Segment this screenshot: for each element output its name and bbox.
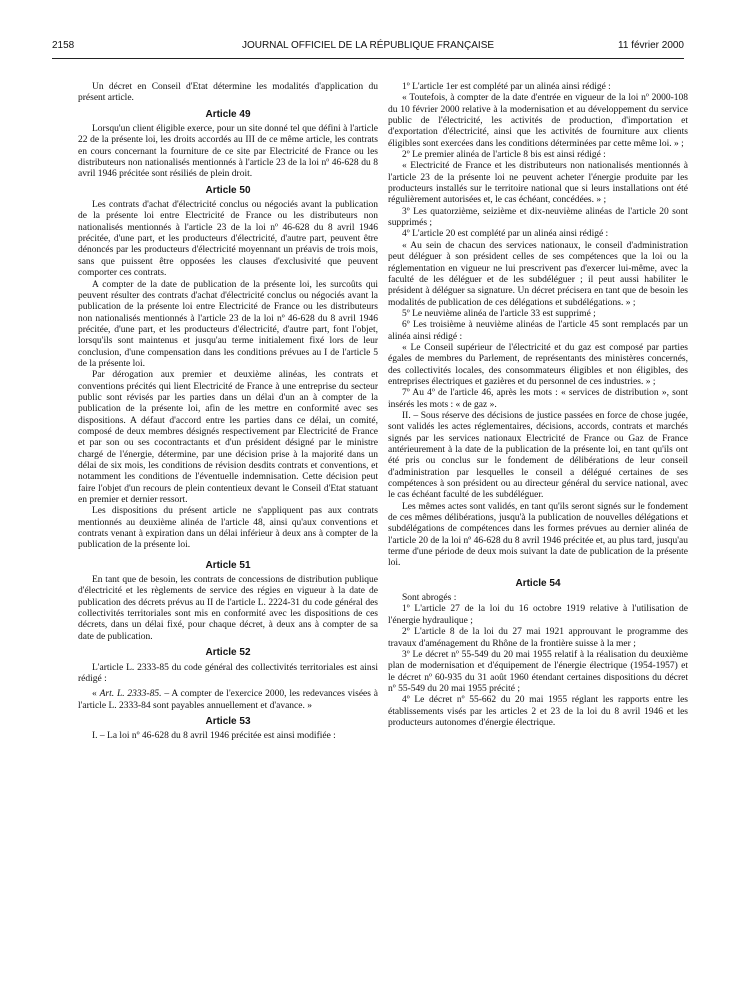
article-49-heading: Article 49 — [205, 108, 251, 120]
right-paragraph-3: 2º Le premier alinéa de l'article 8 bis est ainsi rédigé : — [402, 150, 606, 161]
article-54-item-4: 4º Le décret nº 55-662 du 20 mai 1955 réglant les rapports entre les établissements visés par les articles 2 et 23 de la loi du 8 avril 1946 et les producteurs autonomes d'énergie électrique. — [388, 695, 688, 728]
right-paragraph-11: 7º Au 4º de l'article 46, après les mots : « services de distribution », sont insérés les mots : « de gaz ». — [388, 388, 688, 410]
publication-date: 11 février 2000 — [618, 40, 684, 51]
article-52-paragraph-1: L'article L. 2333-85 du code général des collectivités territoriales est ainsi rédigé : — [78, 662, 378, 684]
right-paragraph-13: Les mêmes actes sont validés, en tant qu'ils seront signés sur le fondement de ces mêmes délibérations, jusqu'à la publication de nouvelles délégations et subdélégations de compétences dans les formes prévues au dernier alinéa de l'article 20 de la loi nº 46-628 du 8 avril 1946 précitée et, au plus tard, jusqu'au terme d'une période de deux mois suivant la date de publication de la présente loi. — [388, 501, 688, 569]
article-50-paragraph-4: Les dispositions du présent article ne s'appliquent pas aux contrats mentionnés au deuxième alinéa de l'article 48, ainsi qu'aux conventions et contrats venant à expiration dans un délai inférieur à deux ans à compter de la publication de la présente loi. — [78, 506, 378, 551]
article-54-intro: Sont abrogés : — [402, 593, 457, 604]
intro-paragraph: Un décret en Conseil d'Etat détermine les modalités d'application du présent article. — [78, 82, 378, 104]
right-paragraph-12: II. – Sous réserve des décisions de justice passées en force de chose jugée, sont validés les actes réglementaires, décisions, accords, contrats et marchés signés par les services nationaux Electricité de France ou Gaz de France antérieurement à la date de la publication de la présente loi, en tant qu'ils ont été pris ou conclus sur le fondement de délibérations de leur conseil d'administration par lesquelles le conseil a délégué certaines de ses compétences à son président ou au directeur général du service national, avec le cas échéant faculté de les subdéléguer. — [388, 410, 688, 501]
right-paragraph-5: 3º Les quatorzième, seizième et dix-neuvième alinéas de l'article 20 sont supprimés ; — [388, 206, 688, 229]
article-50-paragraph-3: Par dérogation aux premier et deuxième alinéas, les contrats et conventions précités qui lient Electricité de France à une entreprise du secteur public sont révisés par les parties dans un délai d'un an à compter de la publication de la présente loi, afin de les mettre en conformité avec ses dispositions. A défaut d'accord entre les parties dans ce délai, un comité, composé de deux membres désignés respectivement par Electricité de France et par son ou ses cocontractants et d'un président désigné par le ministre chargé de l'énergie, détermine, par une décision prise à la majorité dans un délai de six mois, les conditions de révision desdits contrats et conventions, et notamment les conditions de l'éventuelle indemnisation. Cette décision peut faire l'objet d'un recours de plein contentieux devant le Conseil d'Etat statuant en premier et dernier ressort. — [78, 370, 378, 506]
right-paragraph-6: 4º L'article 20 est complété par un alinéa ainsi rédigé : — [402, 229, 609, 240]
article-53-paragraph: I. – La loi nº 46-628 du 8 avril 1946 précitée est ainsi modifiée : — [92, 731, 336, 742]
quote-open: « — [92, 689, 100, 700]
article-54-heading: Article 54 — [515, 577, 561, 589]
article-54-item-3: 3º Le décret nº 55-549 du 20 mai 1955 relatif à la réalisation du deuxième plan de modernisation et d'équipement de l'énergie électrique (1954-1957) et le décret nº 60-935 du 31 août 1960 étendant certaines dispositions du décret nº 55-549 du 20 mai 1955 précité ; — [388, 649, 688, 694]
article-52-paragraph-2 — [78, 689, 378, 712]
page-header — [52, 40, 684, 56]
article-50-heading: Article 50 — [205, 184, 251, 196]
article-51-heading: Article 51 — [205, 559, 251, 571]
header-rule — [52, 58, 684, 59]
right-paragraph-2: « Toutefois, à compter de la date d'entrée en vigueur de la loi nº 2000-108 du 10 février 2000 relative à la modernisation et au développement du service public de l'électricité, les activités de production, d'importation et d'exportation d'électricité, ainsi que les activités de fourniture aux clients éligibles sont exercées dans les conditions déterminées par cette même loi. » ; — [388, 93, 688, 149]
right-paragraph-4: « Electricité de France et les distributeurs non nationalisés mentionnés à l'article 23 de la présente loi ne peuvent acheter l'énergie produite par les producteurs installés sur le territoire national que si leurs installations ont été régulièrement autorisées et, le cas échéant, concédées. » ; — [388, 161, 688, 206]
article-reference: Art. L. 2333-85. — [99, 689, 162, 700]
article-49-paragraph: Lorsqu'un client éligible exerce, pour un site donné tel que défini à l'article 22 de la présente loi, les droits accordés au III de ce même article, les contrats en cours concernant la fourniture de ce site par Electricité de France ou les distributeurs non nationalisés mentionnés à l'article 23 de la loi nº 46-628 du 8 avril 1946 précitée sont résiliés de plein droit. — [78, 124, 378, 180]
right-paragraph-9: 6º Les troisième à neuvième alinéas de l'article 45 sont remplacés par un alinéa ainsi rédigé : — [388, 320, 688, 342]
article-54-item-2: 2º L'article 8 de la loi du 27 mai 1921 approuvant le programme des travaux d'aménagement du Rhône de la frontière suisse à la mer ; — [388, 627, 688, 649]
right-paragraph-7: « Au sein de chacun des services nationaux, le conseil d'administration peut déléguer à son président celles de ses compétences que la loi ou la réglementation en vigueur ne lui prescrivent pas d'exercer lui-même, avec la faculté de les déléguer et de les subdéléguer ; il peut aussi habiliter le président à déléguer sa signature. Un décret précisera en tant que de besoin les modalités de publication de ces délégations et subdélégations. » ; — [388, 240, 688, 308]
article-52-text: – A compter de l'exercice 2000, les redevances visées à l'article L. 2333-84 sont payables annuellement et d'avance. » — [78, 689, 379, 711]
right-paragraph-8: 5º Le neuvième alinéa de l'article 33 est supprimé ; — [402, 308, 596, 319]
left-column — [78, 82, 378, 743]
article-51-paragraph: En tant que de besoin, les contrats de concessions de distribution publique d'électricité et les règlements de service des régies en vigueur à la date de publication des décrets prévus au II de l'article L. 2224-31 du code général des collectivités territoriales sont mis en conformité avec les dispositions de ces décrets, dans un délai fixé, pour chaque décret, à deux ans à compter de sa date de publication. — [78, 575, 378, 642]
article-52-heading: Article 52 — [205, 647, 251, 659]
page-number: 2158 — [52, 40, 75, 51]
right-paragraph-10: « Le Conseil supérieur de l'électricité et du gaz est composé par parties égales de membres du Parlement, de représentants des ministères concernés, des collectivités locales, des consommateurs éligibles et non éligibles, des entreprises électriques et gazières et du personnel de ces industries. » ; — [388, 342, 688, 387]
article-50-paragraph-2: A compter de la date de publication de la présente loi, les surcoûts qui peuvent résulter des contrats d'achat d'électricité conclus ou négociés avant la publication de la présente loi entre Electricité de France ou les distributeurs non nationalisés mentionnés à l'article 23 de la loi nº 46-628 du 8 avril 1946 précitée, d'une part, et les producteurs d'électricité, d'autre part, font l'objet, lorsqu'ils sont maintenus et jusqu'au terme initialement fixé lors de leur conclusion, d'une compensation dans les conditions prévues au I de l'article 5 de la présente loi. — [78, 279, 378, 369]
article-53-heading: Article 53 — [205, 715, 251, 727]
article-54-item-1: 1º L'article 27 de la loi du 16 octobre 1919 relative à l'utilisation de l'énergie hydraulique ; — [388, 604, 688, 626]
journal-title: JOURNAL OFFICIEL DE LA RÉPUBLIQUE FRANÇAISE — [241, 40, 495, 51]
article-50-paragraph-1: Les contrats d'achat d'électricité conclus ou négociés avant la publication de la présente loi entre Electricité de France ou les distributeurs non nationalisés mentionnés à l'article 23 de la loi nº 46-628 du 8 avril 1946 précitée, d'une part, et les producteurs d'électricité, d'autre part, peuvent être dénoncés par les producteurs d'électricité moyennant un préavis de trois mois, sans que puissent être opposées les clauses d'exclusivité que peuvent comporter ces contrats. — [78, 200, 378, 279]
right-column — [388, 82, 688, 729]
right-paragraph-1: 1º L'article 1er est complété par un alinéa ainsi rédigé : — [402, 82, 611, 92]
